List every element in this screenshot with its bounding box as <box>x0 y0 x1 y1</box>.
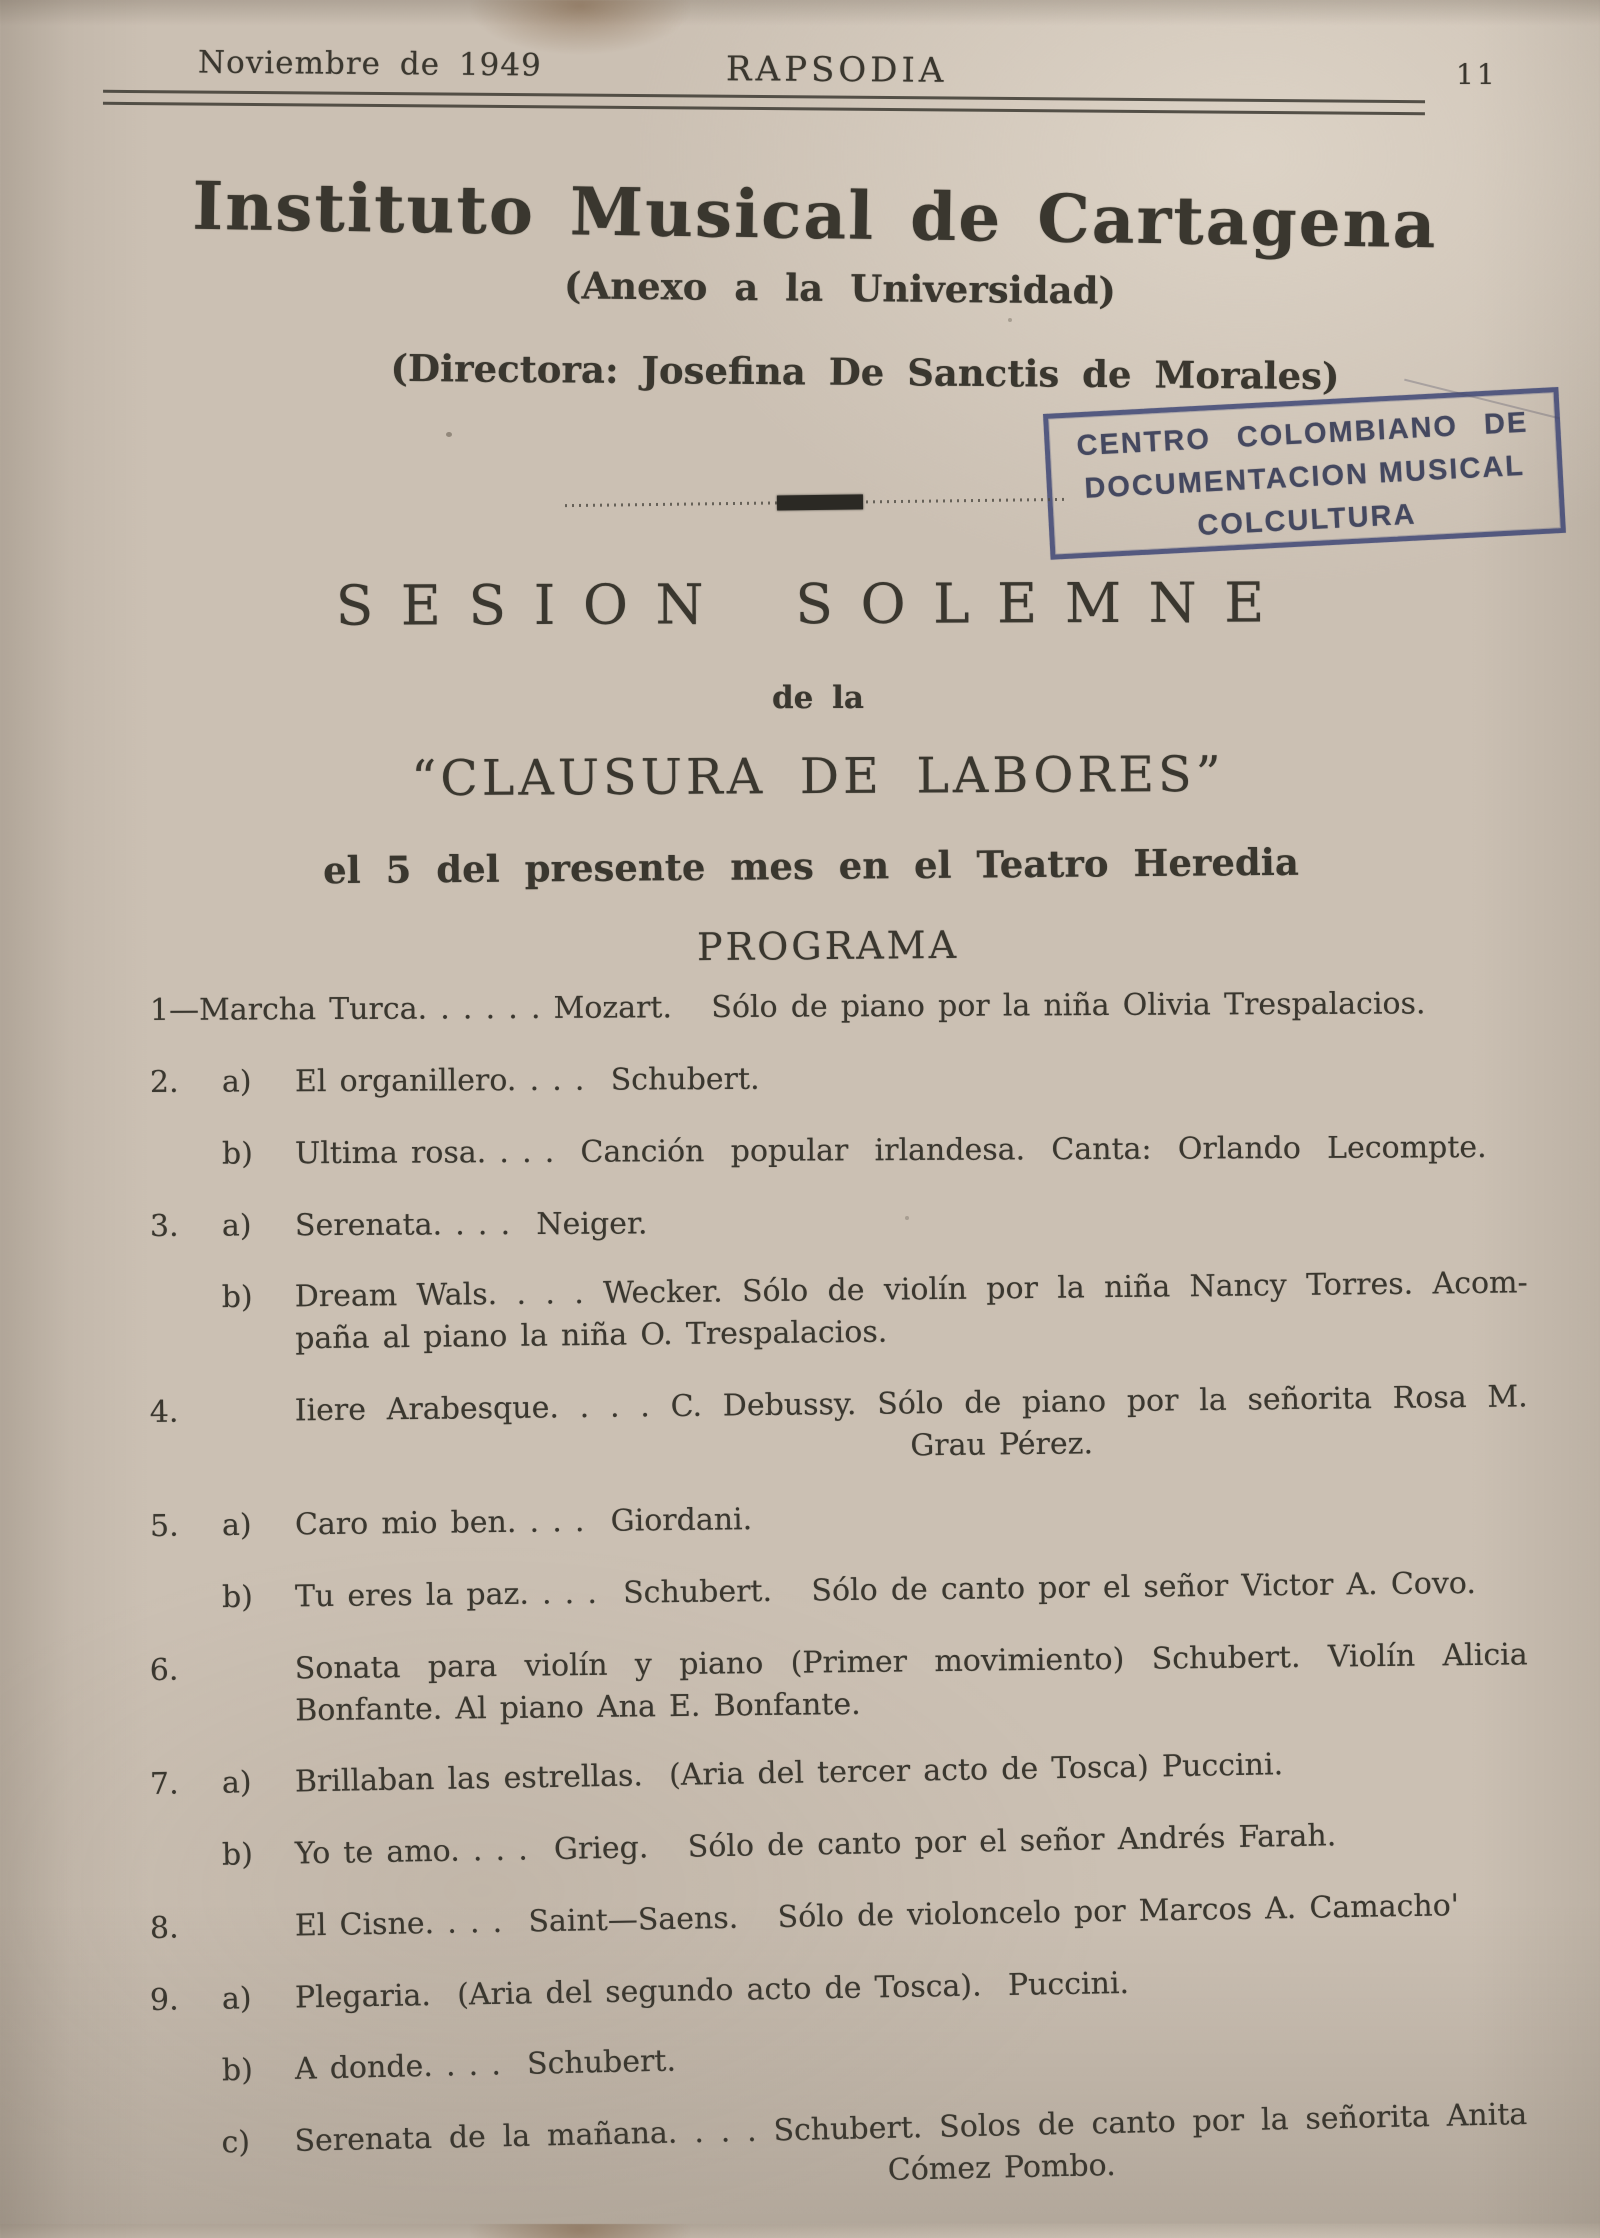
paper-speck <box>905 1216 909 1220</box>
program-item-text: Serenata. . . . Neiger. <box>295 1199 1528 1247</box>
program-item-letter: a) <box>222 1761 296 1804</box>
program-item-text: Serenata de la mañana. . . . Schubert. Solos de canto por la señorita Anita <box>294 2094 1528 2163</box>
program-item-text-block <box>294 2094 1529 2205</box>
program-item-text-block <box>295 1199 1528 1247</box>
program-item-text: Ultima rosa. . . . Canción popular irlandesa. Canta: Orlando Lecompte. <box>295 1127 1528 1175</box>
session-of-the: de la <box>36 680 1600 716</box>
institute-annex-note: (Anexo a la Universidad) <box>80 259 1600 318</box>
program-item-continuation: Cómez Pombo. <box>295 2136 1529 2205</box>
program-item-text: Brillaban las estrellas. (Aria del tercer acto de Tosca) Puccini. <box>295 1740 1529 1804</box>
header-double-rule <box>103 90 1425 115</box>
program-item <box>150 1884 1529 1950</box>
program-item-text: Caro mio ben. . . . Giordani. <box>295 1490 1528 1546</box>
program-item-letter: b) <box>222 1133 295 1175</box>
program-item-letter: c) <box>221 2121 295 2165</box>
program-item-number: 9. <box>150 1979 223 2022</box>
program-item-text: 1—Marcha Turca. . . . . . Mozart. Sólo de piano por la niña Olivia Trespalacios. <box>150 983 1528 1032</box>
event-title: “CLAUSURA DE LABORES” <box>36 744 1600 809</box>
program-item <box>150 2022 1529 2094</box>
session-title: SESION SOLEMNE <box>0 569 1600 639</box>
program-item-text: A donde. . . . Schubert. <box>295 2022 1529 2091</box>
program-item-number: 4. <box>150 1391 222 1434</box>
program-item-number <box>150 1577 222 1578</box>
program-item-text-block <box>295 1127 1528 1175</box>
program-item-text-block <box>295 1376 1529 1474</box>
program-list <box>150 990 1528 2238</box>
institute-title: Instituto Musical de Cartagena <box>30 164 1600 265</box>
program-item-text: El Cisne. . . . Saint—Saens. Sólo de violoncelo por Marcos A. Camacho' <box>295 1884 1529 1948</box>
program-item-text-block <box>295 1634 1529 1732</box>
page-number: 11 <box>1456 58 1498 91</box>
program-item-text-block <box>295 1262 1529 1360</box>
program-item-continuation: paña al piano la niña O. Trespalacios. <box>295 1304 1528 1360</box>
paper-speck <box>1008 318 1012 322</box>
stamp-line-2: DOCUMENTACION MUSICAL <box>1051 443 1559 512</box>
program-item-number: 5. <box>150 1505 222 1548</box>
program-item-letter: b) <box>222 2049 296 2093</box>
program-item-text-block <box>295 1562 1528 1618</box>
program-item-text: Tu eres la paz. . . . Schubert. Sólo de canto por el señor Victor A. Covo. <box>295 1562 1528 1618</box>
stamp-line-3: COLCULTURA <box>1053 486 1561 555</box>
program-item <box>150 1262 1529 1362</box>
library-stamp <box>1043 387 1566 560</box>
program-item-letter: b) <box>222 1833 296 1876</box>
program-item-text-block <box>295 1490 1528 1546</box>
program-item <box>150 983 1528 1032</box>
program-item-letter: a) <box>222 1504 295 1547</box>
program-item <box>150 1376 1529 1476</box>
journal-issue-date: Noviembre de 1949 <box>198 45 542 84</box>
program-item-text-block <box>295 1055 1528 1103</box>
program-item-letter <box>222 1390 295 1391</box>
program-item-text-block <box>295 1884 1529 1948</box>
program-item <box>150 1812 1529 1878</box>
program-item-number: 3. <box>150 1206 222 1248</box>
divider-center-dash <box>777 494 863 510</box>
program-item <box>149 2094 1529 2208</box>
program-item-text: Sonata para violín y piano (Primer movimiento) Schubert. Violín Alicia <box>295 1634 1528 1690</box>
program-item <box>150 1634 1529 1734</box>
program-item-letter: a) <box>222 1977 296 2020</box>
program-item-continuation: Bonfante. Al piano Ana E. Bonfante. <box>295 1676 1528 1732</box>
program-item-number: 8. <box>150 1907 223 1950</box>
stamp-line-1: CENTRO COLOMBIANO DE <box>1049 400 1557 469</box>
program-item-text-block <box>150 983 1528 1032</box>
program-item-text: Yo te amo. . . . Grieg. Sólo de canto por el señor Andrés Farah. <box>295 1812 1529 1876</box>
program-item <box>150 1490 1528 1548</box>
paper-speck <box>446 432 452 437</box>
program-item-number <box>150 1835 222 1836</box>
program-item-number: 2. <box>150 1062 222 1104</box>
event-date-line: el 5 del presente mes en el Teatro Heredia <box>22 837 1600 895</box>
program-item-letter: b) <box>222 1576 295 1619</box>
program-item-number <box>149 2122 221 2124</box>
journal-masthead: RAPSODIA <box>726 49 948 91</box>
program-item <box>150 1199 1528 1248</box>
program-item-text-block <box>295 1740 1529 1804</box>
program-item-text: Iiere Arabesque. . . . C. Debussy. Sólo de piano por la señorita Rosa M. <box>295 1376 1528 1432</box>
program-item <box>150 1740 1529 1806</box>
section-divider <box>565 491 1067 513</box>
program-item <box>150 1055 1528 1104</box>
program-item <box>150 1956 1529 2022</box>
program-item-number <box>150 1277 222 1278</box>
program-item-letter <box>222 1905 295 1906</box>
program-item-continuation: Grau Pérez. <box>295 1418 1528 1474</box>
program-item-number: 7. <box>150 1763 223 1806</box>
program-item-text: Plegaria. (Aria del segundo acto de Tosca). Puccini. <box>295 1956 1529 2020</box>
program-item-text: Dream Wals. . . . Wecker. Sólo de violín por la niña Nancy Torres. Acom- <box>295 1262 1528 1318</box>
program-item-number: 6. <box>150 1649 222 1692</box>
program-item-letter <box>222 1648 295 1649</box>
program-item-text-block <box>295 1956 1529 2020</box>
program-item-number <box>150 2050 222 2052</box>
program-item-letter: a) <box>222 1205 295 1247</box>
program-item <box>150 1127 1528 1176</box>
program-heading: PROGRAMA <box>56 917 1600 974</box>
program-item-text-block <box>295 1812 1529 1876</box>
institute-director-note: (Directora: Josefina De Sanctis de Morales) <box>130 344 1600 401</box>
program-item-text: El organillero. . . . Schubert. <box>295 1055 1528 1103</box>
program-item-letter: a) <box>222 1061 295 1103</box>
program-item-letter: b) <box>222 1276 295 1319</box>
program-item-text-block <box>295 2022 1529 2091</box>
program-item <box>150 1562 1528 1620</box>
